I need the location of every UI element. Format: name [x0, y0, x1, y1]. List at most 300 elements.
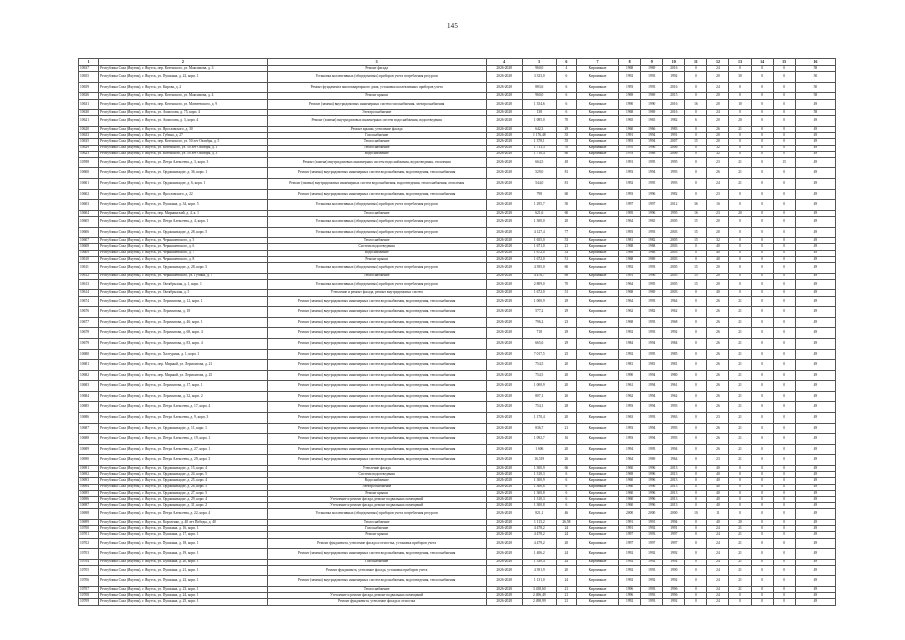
table-cell: 1985 [663, 349, 685, 360]
table-cell: 0 [751, 370, 773, 381]
table-cell: 6 [556, 110, 576, 116]
table-cell: Республика Саха (Якутия), г. Якутск, ул. Пушкина, д. 25, корп. 1 [99, 599, 268, 605]
table-cell: 0 [751, 296, 773, 307]
table-cell: 0 [685, 189, 707, 200]
table-cell: 2026-2028 [486, 99, 522, 110]
column-header: 12 [707, 59, 729, 66]
table-cell: Республика Саха (Якутия), г. Якутск, ул. Орджоникидзе, д. 36, корп. 1 [99, 168, 268, 179]
table-cell: Республика Саха (Якутия), г. Якутск, ул. Губина, д. 27 [99, 133, 268, 139]
table-cell: 21 [729, 444, 751, 455]
table-cell: 2026-2028 [486, 82, 522, 93]
table-cell: 6 [556, 72, 576, 83]
table-cell: 60 [556, 210, 576, 216]
table-cell: Водоснабжение [267, 250, 486, 256]
table-cell: 0 [773, 82, 795, 93]
table-cell: 0 [751, 157, 773, 168]
table-cell: 1996 [641, 496, 663, 502]
table-cell: Кирпичные [576, 472, 618, 478]
table-cell: 0 [685, 587, 707, 593]
table-cell: Кирпичные [576, 413, 618, 424]
table-cell: 0 [773, 338, 795, 349]
table-cell: 0 [751, 593, 773, 599]
table-cell: 21 [729, 455, 751, 466]
table-cell: 49 [795, 296, 835, 307]
table-cell: 20 [556, 217, 576, 228]
table-cell: Республика Саха (Якутия), г. Якутск, ул. Пушкина, д. 20, корп. 1 [99, 559, 268, 565]
table-cell: Республика Саха (Якутия), г. Якутск, ул. Чернышевского, ул. Губина, д. 7 [99, 273, 268, 279]
table-cell: 0 [751, 250, 773, 256]
table-cell: 10633 [79, 133, 99, 139]
table-cell: 0 [751, 519, 773, 525]
table-cell: Ремонт (замена) внутридомовых инженерных систем водоснабжения, водоотведения, теплоснабжения [267, 296, 486, 307]
table-cell: 49 [795, 290, 835, 296]
table-cell: 1 000,9 [522, 296, 556, 307]
column-header: 8 [619, 59, 641, 66]
table-cell: 10693 [79, 478, 99, 484]
table-cell: 6 [556, 503, 576, 509]
table-cell: 1 300,8 [522, 490, 556, 496]
table-cell: 15 [685, 262, 707, 273]
table-cell: 20 [707, 227, 729, 238]
table-cell: 21 [729, 559, 751, 565]
table-cell: Утепление и ремонт фасада, ремонт подвальных помещений [267, 496, 486, 502]
table-cell: 1993 [663, 402, 685, 413]
table-cell: Ремонт (замена) внутридомовых инженерных систем водоснабжения, водоотведения, теплоснабжения [267, 381, 486, 392]
table-cell: Ремонт крыши, утепление фасада [267, 126, 486, 132]
table-row [79, 444, 836, 455]
table-row [79, 296, 836, 307]
table-cell: 40 [707, 466, 729, 472]
table-cell: 0 [685, 559, 707, 565]
table-cell: 1996 [641, 210, 663, 216]
table-cell: 1992 [619, 559, 641, 565]
table-cell: 3 333,0 [522, 72, 556, 83]
table-cell: 1988 [641, 151, 663, 157]
table-cell: 1993 [641, 587, 663, 593]
table-cell: 23 [707, 455, 729, 466]
table-cell: 0 [773, 444, 795, 455]
table-cell: 1964 [619, 279, 641, 290]
table-cell: 0 [685, 133, 707, 139]
table-cell: 0 [773, 317, 795, 328]
table-cell: 2000 [641, 509, 663, 520]
table-cell: Ремонт (замена) внутридомовых инженерных систем водоснабжения, водоотведения, теплоснабжения [267, 349, 486, 360]
table-cell: 2005 [663, 262, 685, 273]
table-cell: 2016 [663, 99, 685, 110]
table-cell: 29 [556, 338, 576, 349]
column-header: 14 [751, 59, 773, 66]
table-row [79, 227, 836, 238]
table-cell: 29 [556, 126, 576, 132]
table-cell: 0 [729, 217, 751, 228]
table-cell: 2005 [663, 273, 685, 279]
table-cell: 0 [729, 93, 751, 99]
table-cell: 0 [773, 509, 795, 520]
table-cell: 1991 [619, 133, 641, 139]
table-cell: 10598 [79, 157, 99, 168]
column-header: 2 [99, 59, 268, 66]
table-cell: 10629 [79, 145, 99, 151]
table-cell: 2026-2028 [486, 317, 522, 328]
table-cell: 1981 [663, 360, 685, 371]
table-cell: 70 [556, 145, 576, 151]
table-cell: 1960 [619, 503, 641, 509]
table-cell: 6 [556, 484, 576, 490]
table-cell: 1995 [641, 179, 663, 190]
table-cell: 70 [556, 279, 576, 290]
table-cell: Утепление и ремонт фасада, ремонт внутридомовых систем [267, 290, 486, 296]
table-cell: 2000 [619, 509, 641, 520]
table-cell: 21 [729, 532, 751, 538]
table-cell: 21 [729, 370, 751, 381]
table-cell: 24 [707, 587, 729, 593]
table-cell: 1960 [619, 484, 641, 490]
table-cell: 0 [729, 472, 751, 478]
table-cell: 0 [773, 526, 795, 532]
table-cell: 0 [685, 593, 707, 599]
table-cell: 1981 [641, 360, 663, 371]
table-cell: 0 [685, 328, 707, 339]
table-cell: 0 [751, 126, 773, 132]
table-cell: 2026-2028 [486, 599, 522, 605]
table-cell: 0 [773, 538, 795, 549]
table-cell: 1994 [641, 434, 663, 445]
table-cell: 26 [707, 423, 729, 434]
table-cell: Республика Саха (Якутия), г. Якутск, ул. Октябрьская, д. 1, корп. 1 [99, 279, 268, 290]
table-cell: 2026-2028 [486, 559, 522, 565]
table-cell: 2026-2028 [486, 338, 522, 349]
table-cell: Кирпичные [576, 250, 618, 256]
table-cell: 49 [795, 273, 835, 279]
table-cell: 23 [707, 189, 729, 200]
table-cell: 1 310,3 [522, 496, 556, 502]
table-cell: 40 [707, 519, 729, 525]
table-cell: 1993 [619, 189, 641, 200]
table-cell: Ремонт (замена) внутридомовых инженерных систем водоснабжения, водоотведения [267, 116, 486, 127]
table-cell: 1991 [619, 157, 641, 168]
table-cell: 24 [707, 82, 729, 93]
table-cell: 0 [773, 478, 795, 484]
table-cell: Кирпичные [576, 82, 618, 93]
table-cell: 0 [773, 532, 795, 538]
table-cell: 40 [707, 256, 729, 262]
table-cell: 49 [795, 532, 835, 538]
table-cell: 621,6 [522, 210, 556, 216]
table-row [79, 509, 836, 520]
table-cell: 10610 [79, 256, 99, 262]
table-cell: 0 [685, 496, 707, 502]
table-cell: Система водоотведения [267, 472, 486, 478]
table-cell: 0 [773, 370, 795, 381]
table-cell: 21 [556, 423, 576, 434]
table-cell: Республика Саха (Якутия), г. Якутск, пер. Котенского, ул. Максимова, д. 3 [99, 66, 268, 72]
table-cell: 807,1 [522, 391, 556, 402]
table-cell: Кирпичные [576, 290, 618, 296]
table-cell: 1993 [641, 593, 663, 599]
table-cell: 21 [729, 328, 751, 339]
table-cell: Кирпичные [576, 455, 618, 466]
column-header: 1 [79, 59, 99, 66]
table-cell: 0 [685, 413, 707, 424]
table-cell: 0 [773, 381, 795, 392]
table-cell: Система водоотведения [267, 244, 486, 250]
table-cell: Республика Саха (Якутия), г. Якутск, ул. Орджоникидзе, д. 27, корп. 5 [99, 490, 268, 496]
table-cell: 0 [751, 145, 773, 151]
table-row [79, 538, 836, 549]
table-cell: 0 [751, 217, 773, 228]
table-cell: 1969 [619, 250, 641, 256]
table-cell: 1997 [663, 532, 685, 538]
table-cell: 1996 [641, 503, 663, 509]
table-cell: 21 [556, 244, 576, 250]
table-cell: Ремонт (замена) внутридомовых инженерных систем водоснабжения, водоотведения, теплоснабжения [267, 413, 486, 424]
table-cell: 0 [729, 599, 751, 605]
table-cell: 10678 [79, 328, 99, 339]
table-cell: 0 [685, 466, 707, 472]
table-cell: Ремонт фундамента, утепление фасада, установка приборов учета [267, 565, 486, 576]
table-cell: 2026-2028 [486, 381, 522, 392]
table-cell: 0 [773, 110, 795, 116]
table-cell: Республика Саха (Якутия), г. Якутск, ул. Пушкина, д. 22, корп. 1 [99, 72, 268, 83]
table-cell: 2026-2028 [486, 576, 522, 587]
table-cell: 1 354,6 [522, 99, 556, 110]
table-cell: 2026-2028 [486, 217, 522, 228]
table-cell: 0 [729, 139, 751, 145]
table-cell: 26 [707, 317, 729, 328]
table-cell: 1960 [619, 496, 641, 502]
table-cell: 36 [685, 200, 707, 211]
table-cell: Кирпичные [576, 317, 618, 328]
table-cell: Республика Саха (Якутия), г. Якутск, ул. Орджоникидзе, д. 6, корп. 1 [99, 179, 268, 190]
table-cell: Ремонт (замена) внутридомовых инженерных систем водоснабжения, водоотведения, теплоснабжения [267, 328, 486, 339]
table-cell: 1994 [619, 444, 641, 455]
table-cell: 2026-2028 [486, 370, 522, 381]
table-cell: 2016 [663, 66, 685, 72]
table-cell: 15 [685, 217, 707, 228]
table-cell: 20 [556, 565, 576, 576]
table-cell: 0 [773, 307, 795, 318]
table-cell: 2026-2028 [486, 157, 522, 168]
table-cell: 2026-2028 [486, 290, 522, 296]
table-cell: 1997 [619, 200, 641, 211]
table-cell: 2026-2028 [486, 296, 522, 307]
table-cell: 529,0 [522, 168, 556, 179]
table-cell: 10695 [79, 490, 99, 496]
table-cell: 1996 [663, 587, 685, 593]
table-cell: 40 [707, 250, 729, 256]
table-cell: 10698 [79, 509, 99, 520]
table-cell: 23 [707, 413, 729, 424]
table-cell: 0 [773, 360, 795, 371]
table-cell: 1963 [663, 413, 685, 424]
table-cell: 138 [522, 110, 556, 116]
table-cell: 10612 [79, 273, 99, 279]
table-cell: 49 [795, 307, 835, 318]
table-cell: 0 [773, 519, 795, 525]
table-cell: 26 [707, 381, 729, 392]
table-cell: 2026-2028 [486, 210, 522, 216]
table-cell: 4 395,0 [522, 262, 556, 273]
table-cell: 55 [556, 139, 576, 145]
table-cell: 1992 [619, 549, 641, 560]
table-cell: 10696 [79, 496, 99, 502]
table-cell: Кирпичные [576, 279, 618, 290]
table-cell: 4 476,7 [522, 273, 556, 279]
table-cell: 21 [729, 391, 751, 402]
table-cell: 1 655,0 [522, 238, 556, 244]
table-cell: 1 671,0 [522, 244, 556, 250]
table-row [79, 200, 836, 211]
table-cell: 21 [729, 587, 751, 593]
table-cell: 16 [685, 210, 707, 216]
table-cell: 26 [707, 402, 729, 413]
table-cell: 1996 [619, 593, 641, 599]
table-cell: 1964 [619, 296, 641, 307]
table-cell: 1996 [641, 478, 663, 484]
table-cell: 24 [556, 576, 576, 587]
table-cell: 20 [707, 279, 729, 290]
table-cell: 1 310,3 [522, 472, 556, 478]
table-cell: 0 [685, 145, 707, 151]
table-cell: Ремонт крыши [267, 532, 486, 538]
table-cell: 0 [729, 244, 751, 250]
table-cell: 1 300,9 [522, 466, 556, 472]
table-cell: Утепление и ремонт фасада, ремонт подвальных помещений [267, 593, 486, 599]
table-cell: 49 [795, 484, 835, 490]
table-cell: Кирпичные [576, 238, 618, 244]
table-cell: Ремонт (замена) внутридомовых инженерных систем водоснабжения, водоотведения, теплоснабжения [267, 168, 486, 179]
table-cell: 2003 [663, 244, 685, 250]
table-cell: 10680 [79, 349, 99, 360]
table-cell: 10623 [79, 151, 99, 157]
table-cell: Республика Саха (Якутия), г. Якутск, ул. Короленко, д. 40 лет Победы, д. 40 [99, 519, 268, 525]
table-cell: 1994 [641, 338, 663, 349]
table-cell: Республика Саха (Якутия), г. Якутск, ул. Петра Алексеева, д. 19, корп. 1 [99, 434, 268, 445]
table-cell: 0 [751, 599, 773, 605]
table-cell: 2026-2028 [486, 423, 522, 434]
table-row [79, 549, 836, 560]
table-cell: 1993 [663, 423, 685, 434]
table-cell: 0 [751, 478, 773, 484]
table-cell: Кирпичные [576, 256, 618, 262]
table-cell: Кирпичные [576, 538, 618, 549]
table-cell: 10686 [79, 413, 99, 424]
table-cell: Кирпичные [576, 93, 618, 99]
table-cell: Республика Саха (Якутия), г. Якутск, ул. Орджоникидзе, д. 29, корп. 4 [99, 496, 268, 502]
table-cell: Республика Саха (Якутия), г. Якутск, ул. Орджоникидзе, д. 24, корп. 5 [99, 472, 268, 478]
table-cell: 6 [556, 478, 576, 484]
table-cell: 10691 [79, 466, 99, 472]
table-cell: 49 [795, 145, 835, 151]
table-cell: 2013 [663, 466, 685, 472]
table-cell: Кирпичные [576, 262, 618, 273]
table-cell: 1970 [619, 145, 641, 151]
table-cell: 0 [773, 189, 795, 200]
table-cell: 10687 [79, 423, 99, 434]
table-cell: 2013 [663, 478, 685, 484]
table-cell: 49 [795, 381, 835, 392]
table-row [79, 338, 836, 349]
table-cell: 26 [707, 126, 729, 132]
table-cell: 0 [751, 565, 773, 576]
table-cell: 21 [729, 168, 751, 179]
table-cell: 40 [707, 496, 729, 502]
table-cell: 2026-2028 [486, 66, 522, 72]
table-cell: 30 [729, 72, 751, 83]
table-cell: 1996 [641, 189, 663, 200]
table-cell: 0 [751, 423, 773, 434]
table-cell: 21 [729, 565, 751, 576]
table-cell: 49 [795, 256, 835, 262]
table-cell: 1 092,7 [522, 434, 556, 445]
table-cell: 2026-2028 [486, 256, 522, 262]
table-cell: 0 [751, 72, 773, 83]
table-body [79, 59, 836, 606]
table-cell: Республика Саха (Якутия), г. Якутск, ул. Ярославского, д. 22 [99, 189, 268, 200]
table-cell: 1994 [641, 370, 663, 381]
table-row [79, 317, 836, 328]
table-cell: 2026-2028 [486, 307, 522, 318]
table-cell: 2007 [663, 139, 685, 145]
table-cell: 49 [795, 587, 835, 593]
table-cell: Республика Саха (Якутия), г. Якутск, пер. Котенского, ул. Максимова, д. 4 [99, 93, 268, 99]
table-cell: 665,6 [522, 338, 556, 349]
table-cell: 1 672,0 [522, 256, 556, 262]
table-cell: 1994 [663, 444, 685, 455]
table-cell: 1960 [619, 478, 641, 484]
table-cell: 2003 [663, 227, 685, 238]
table-cell: 1992 [619, 328, 641, 339]
table-cell: 1968 [619, 110, 641, 116]
table-cell: 15 [685, 279, 707, 290]
table-cell: 1992 [619, 72, 641, 83]
table-cell: 0 [773, 576, 795, 587]
table-cell: 49 [795, 179, 835, 190]
table-cell: 0 [751, 328, 773, 339]
table-cell: Водоснабжение [267, 151, 486, 157]
table-cell: 0 [751, 413, 773, 424]
table-cell: 20 [707, 93, 729, 99]
table-cell: 1992 [619, 576, 641, 587]
table-cell: 21 [729, 402, 751, 413]
table-row [79, 455, 836, 466]
table-cell: 1 085,0 [522, 116, 556, 127]
table-cell: 1996 [663, 593, 685, 599]
table-cell: 836,7 [522, 423, 556, 434]
table-cell: Кирпичные [576, 509, 618, 520]
table-cell: 10682 [79, 370, 99, 381]
table-cell: 0 [773, 503, 795, 509]
table-row [79, 99, 836, 110]
table-cell: Республика Саха (Якутия), г. Якутск, ул. Ярославского, д. 30 [99, 126, 268, 132]
table-cell: Ремонт (замена) внутридомовых инженерных систем водоснабжения, водоотведения, теплоснабжения [267, 576, 486, 587]
table-cell: 2005 [663, 238, 685, 244]
table-cell: 1960 [619, 126, 641, 132]
table-cell: 0 [773, 238, 795, 244]
table-cell: 0 [729, 478, 751, 484]
table-cell: 10692 [79, 472, 99, 478]
table-cell: 0 [751, 307, 773, 318]
table-cell: 1968 [663, 317, 685, 328]
table-cell: 10702 [79, 538, 99, 549]
table-row [79, 189, 836, 200]
table-cell: 0 [773, 496, 795, 502]
table-cell: 0 [685, 296, 707, 307]
table-cell: 49 [795, 151, 835, 157]
table-cell: 1992 [619, 599, 641, 605]
table-cell: 49 [795, 444, 835, 455]
table-cell: 15 [685, 273, 707, 279]
